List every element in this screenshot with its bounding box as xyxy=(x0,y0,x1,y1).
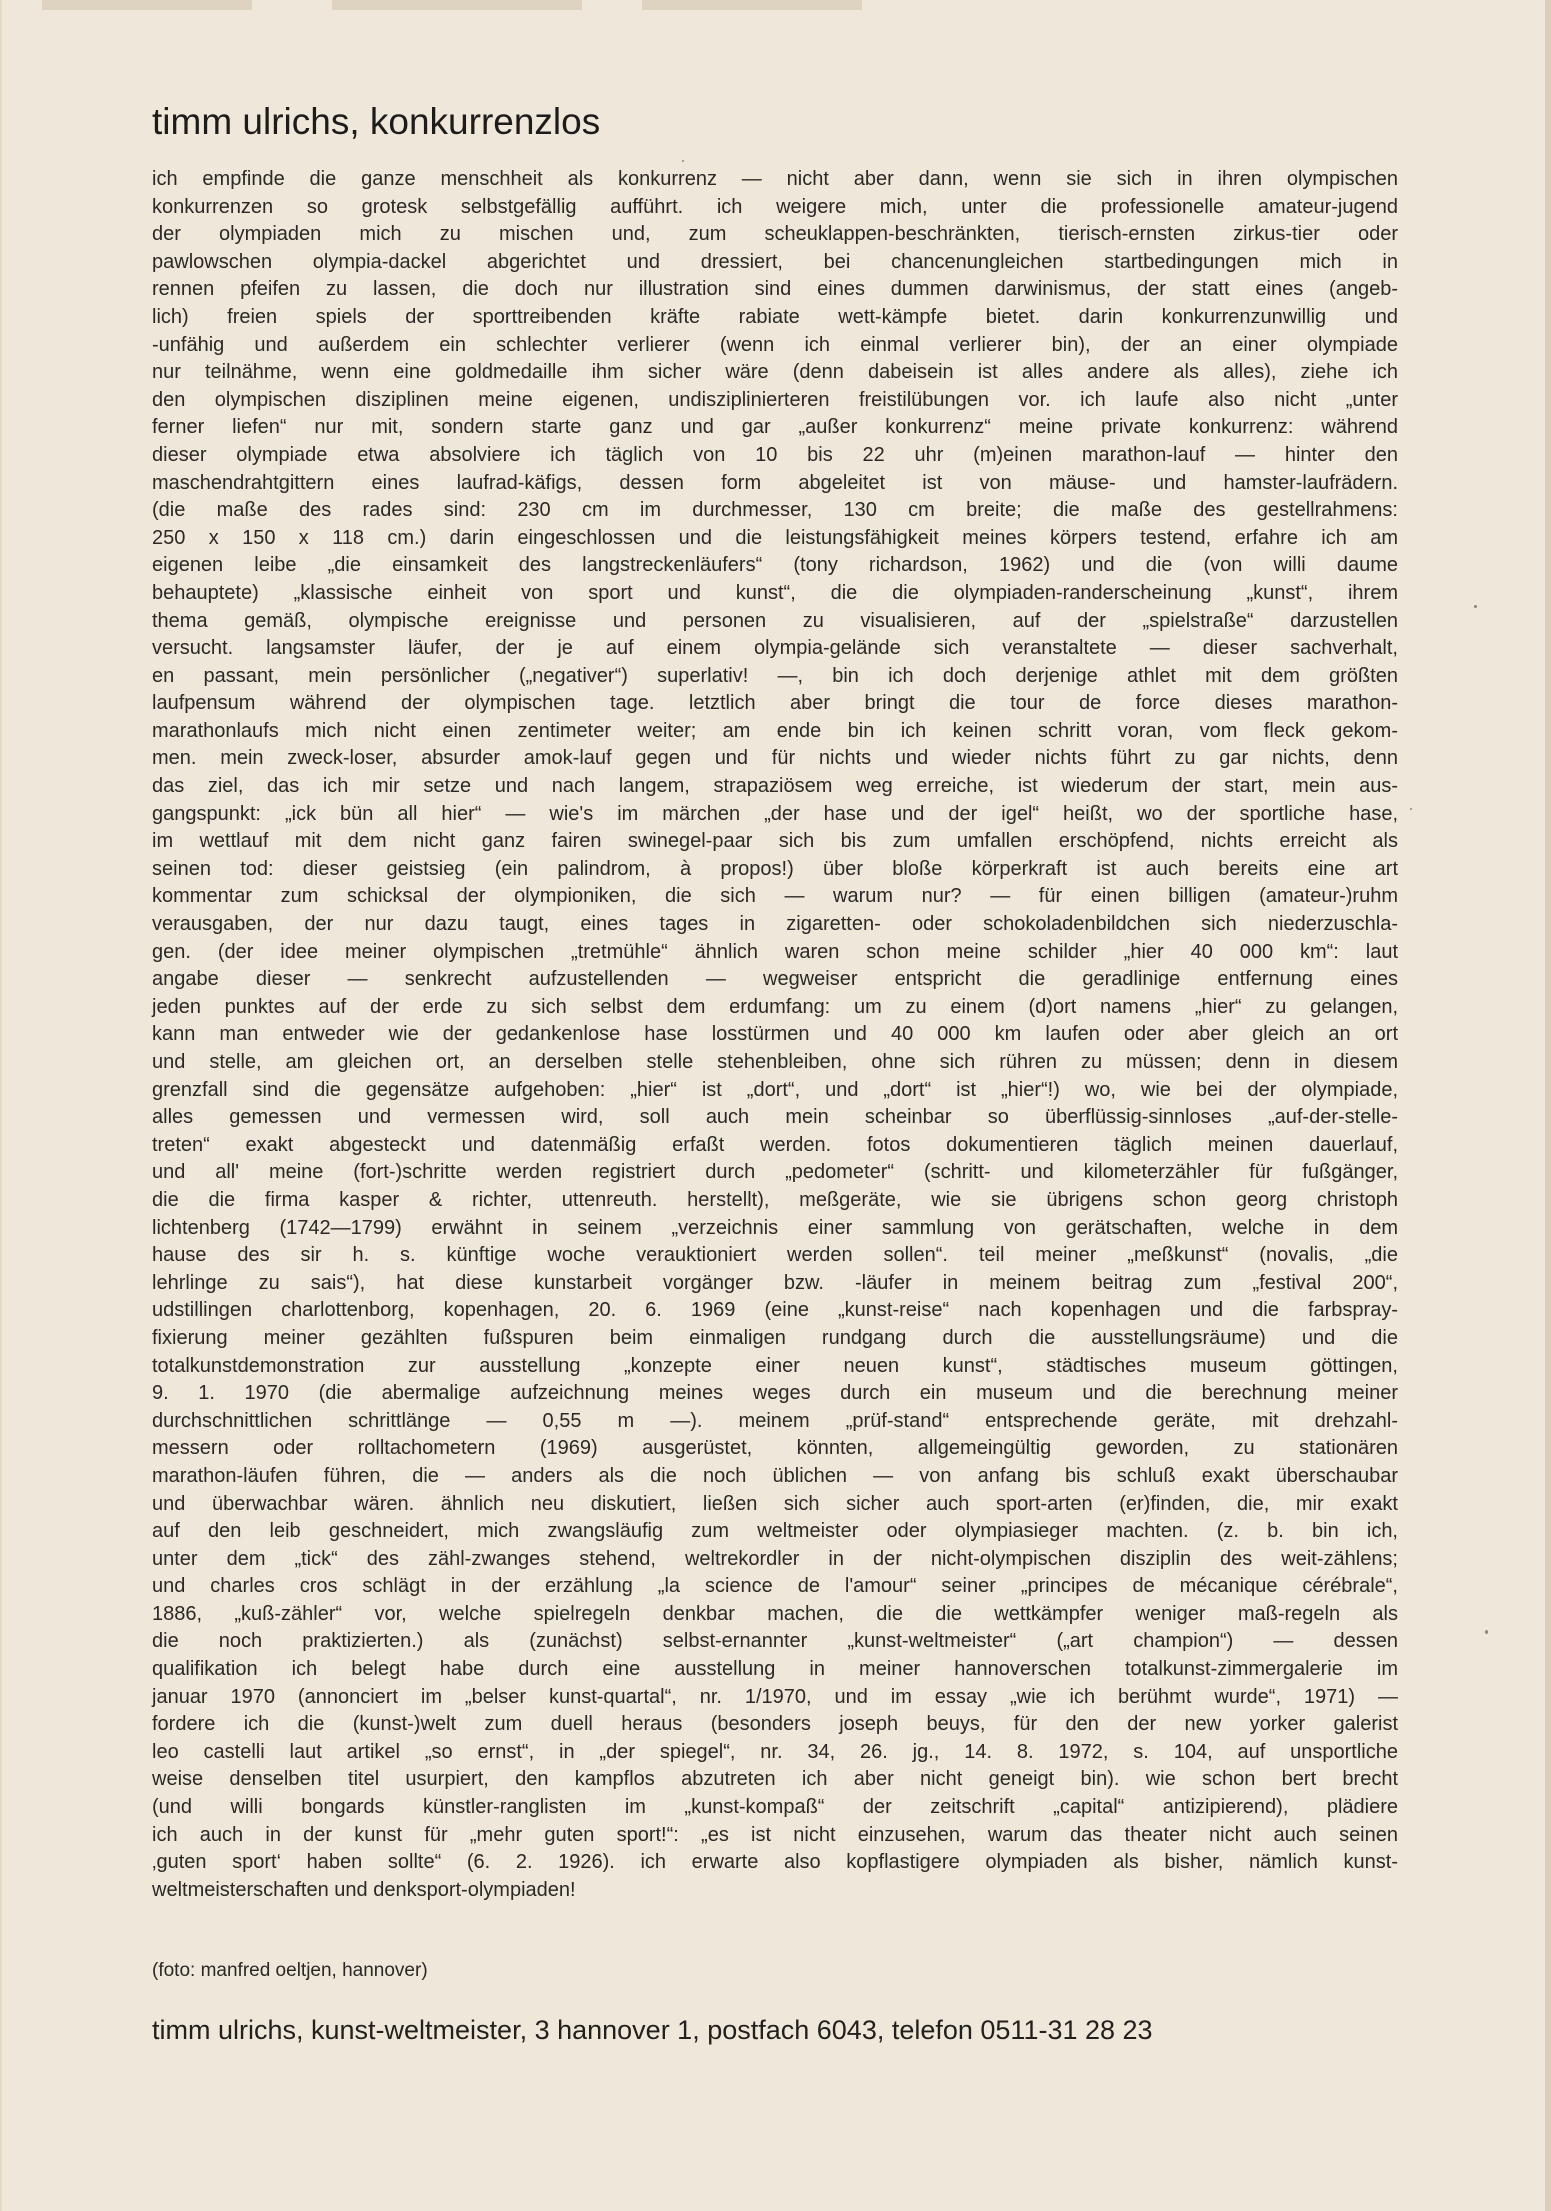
body-line: 1886, „kuß-zähler“ vor, welche spielregeln denkbar machen, die die wettkämpfer weniger maß-regeln als xyxy=(152,1602,1398,1625)
body-line: qualifikation ich belegt habe durch eine ausstellung in meiner hannoverschen totalkunst-zimmergalerie im xyxy=(152,1658,1398,1681)
body-line: en passant, mein persönlicher („negativer“) superlativ! —, bin ich doch derjenige athlet mit dem größten xyxy=(152,664,1398,687)
paper-speck xyxy=(1474,605,1477,608)
body-line: jeden punktes auf der erde zu sich selbst dem erdumfang: um zu einem (d)ort namens „hier“ zu gelangen, xyxy=(152,995,1398,1018)
body-line: grenzfall sind die gegensätze aufgehoben: „hier“ ist „dort“, und „dort“ ist „hier“!) wo, wie bei der olympiade, xyxy=(152,1078,1398,1101)
body-line: kommentar zum schicksal der olympioniken, die sich — warum nur? — für einen billigen (amateur-)ruhm xyxy=(152,885,1398,908)
body-line: durchschnittlichen schrittlänge — 0,55 m —). meinem „prüf-stand“ entsprechende geräte, mit drehzahl- xyxy=(152,1409,1398,1432)
body-line: seinen tod: dieser geistsieg (ein palindrom, à propos!) über bloße körperkraft ist auch bereits eine art xyxy=(152,857,1398,880)
body-line: -unfähig und außerdem ein schlechter verlierer (wenn ich einmal verlierer bin), der an einer olympiade xyxy=(152,333,1398,356)
body-line: januar 1970 (annonciert im „belser kunst-quartal“, nr. 1/1970, und im essay „wie ich berühmt wurde“, 1971) — xyxy=(152,1685,1398,1708)
body-line: konkurrenzen so grotesk selbstgefällig aufführt. ich weigere mich, unter die professionelle amateur-jugend xyxy=(152,195,1398,218)
body-line: marathon-läufen führen, die — anders als die noch üblichen — von anfang bis schluß exakt überschaubar xyxy=(152,1464,1398,1487)
body-line: weltmeisterschaften und denksport-olympiaden! xyxy=(152,1878,576,1901)
paper-speck xyxy=(682,160,684,162)
body-line: versucht. langsamster läufer, der je auf einem olympia-gelände sich veranstaltete — dieser sachverhalt, xyxy=(152,637,1398,660)
footer-address: timm ulrichs, kunst-weltmeister, 3 hannover 1, postfach 6043, telefon 0511-31 28 23 xyxy=(152,2015,1153,2045)
body-line: ich auch in der kunst für „mehr guten sport!“: „es ist nicht einzusehen, warum das theater nicht auch seinen xyxy=(152,1823,1398,1846)
body-line: nur teilnähme, wenn eine goldmedaille ihm sicher wäre (denn dabeisein ist alles andere als alles), ziehe ich xyxy=(152,361,1398,384)
body-line: dieser olympiade etwa absolviere ich täglich von 10 bis 22 uhr (m)einen marathon-lauf — hinter den xyxy=(152,443,1398,466)
body-line: eigenen leibe „die einsamkeit des langstreckenläufers“ (tony richardson, 1962) und die (von willi daume xyxy=(152,554,1398,577)
body-line: hause des sir h. s. künftige woche verauktioniert werden sollen“. teil meiner „meßkunst“ (novalis, „die xyxy=(152,1244,1398,1267)
body-line: treten“ exakt abgesteckt und datenmäßig erfaßt werden. fotos dokumentieren täglich meinen dauerlauf, xyxy=(152,1133,1398,1156)
body-line: leo castelli laut artikel „so ernst“, in „der spiegel“, nr. 34, 26. jg., 14. 8. 1972, s. 104, auf unsportliche xyxy=(152,1740,1398,1763)
body-line: marathonlaufs mich nicht einen zentimeter weiter; am ende bin ich keinen schritt voran, vom fleck gekom- xyxy=(152,719,1398,742)
body-line: im wettlauf mit dem nicht ganz fairen swinegel-paar sich bis zum umfallen erschöpfend, nichts erreicht als xyxy=(152,830,1398,853)
body-line: die noch praktizierten.) als (zunächst) selbst-ernannter „kunst-weltmeister“ („art champion“) — dessen xyxy=(152,1630,1398,1653)
body-line: und stelle, am gleichen ort, an derselben stelle stehenbleiben, ohne sich rühren zu müssen; denn in diesem xyxy=(152,1051,1398,1073)
body-line: lich) freien spiels der sporttreibenden kräfte rabiate wett-kämpfe bietet. darin konkurrenzunwillig und xyxy=(152,305,1398,328)
body-line: (die maße des rades sind: 230 cm im durchmesser, 130 cm breite; die maße des gestellrahmens: xyxy=(152,499,1398,522)
paper-edge-mark xyxy=(642,0,862,10)
body-line: lehrlinge zu sais“), hat diese kunstarbeit vorgänger bzw. -läufer in meinem beitrag zum „festival 200“, xyxy=(152,1271,1398,1294)
body-line: weise denselben titel usurpiert, den kampflos abzutreten ich aber nicht geneigt bin). wie schon bert brecht xyxy=(152,1768,1398,1791)
body-line: auf den leib geschneidert, mich zwangsläufig zum weltmeister oder olympiasieger machten. (z. b. bin ich, xyxy=(152,1520,1398,1543)
body-line: alles gemessen und vermessen wird, soll auch mein scheinbar so überflüssig-sinnloses „auf-der-stelle- xyxy=(152,1106,1398,1129)
body-line: rennen pfeifen zu lassen, die doch nur illustration sind eines dummen darwinismus, der statt eines (angeb- xyxy=(152,278,1398,301)
body-text xyxy=(152,166,1398,1904)
body-line: totalkunstdemonstration zur ausstellung „konzepte einer neuen kunst“, städtisches museum göttingen, xyxy=(152,1354,1398,1377)
body-line: der olympiaden mich zu mischen und, zum scheuklappen-beschränkten, tierisch-ernsten zirkus-tier oder xyxy=(152,223,1398,246)
paper-edge-mark xyxy=(42,0,252,10)
body-line: gangspunkt: „ick bün all hier“ — wie's im märchen „der hase und der igel“ heißt, wo der sportliche hase, xyxy=(152,802,1398,825)
paper-speck xyxy=(1410,808,1412,810)
body-line: und überwachbar wären. ähnlich neu diskutiert, ließen sich sicher auch sport-arten (er)finden, die, mir exakt xyxy=(152,1492,1398,1515)
body-line: ich empfinde die ganze menschheit als konkurrenz — nicht aber dann, wenn sie sich in ihren olympischen xyxy=(152,168,1398,190)
paper-edge-mark xyxy=(332,0,582,10)
photo-credit: (foto: manfred oeltjen, hannover) xyxy=(152,1960,428,1981)
body-line: messern oder rolltachometern (1969) ausgerüstet, könnten, allgemeingültig geworden, zu stationären xyxy=(152,1437,1398,1460)
body-line: ferner liefen“ nur mit, sondern starte ganz und gar „außer konkurrenz“ meine private konkurrenz: während xyxy=(152,416,1398,439)
body-line: 9. 1. 1970 (die abermalige aufzeichnung meines weges durch ein museum und die berechnung meiner xyxy=(152,1382,1398,1405)
body-line: kann man entweder wie der gedankenlose hase losstürmen und 40 000 km laufen oder aber gleich an ort xyxy=(152,1023,1398,1046)
body-line: ‚guten sport‘ haben sollte“ (6. 2. 1926). ich erwarte also kopflastigere olympiaden als bisher, nämlich kunst- xyxy=(152,1851,1398,1874)
body-line: den olympischen disziplinen meine eigenen, undisziplinierteren freistilübungen vor. ich laufe also nicht „unter xyxy=(152,388,1398,411)
body-line: men. mein zweck-loser, absurder amok-lauf gegen und für nichts und wieder nichts führt zu gar nichts, denn xyxy=(152,747,1398,770)
body-line: behauptete) „klassische einheit von sport und kunst“, die die olympiaden-randerscheinung „kunst“, ihrem xyxy=(152,581,1398,604)
body-line: udstillingen charlottenborg, kopenhagen, 20. 6. 1969 (eine „kunst-reise“ nach kopenhagen und die farbspray- xyxy=(152,1299,1398,1322)
body-line: und all' meine (fort-)schritte werden registriert durch „pedometer“ (schritt- und kilometerzähler für fußgänger, xyxy=(152,1161,1398,1184)
body-line: das ziel, das ich mir setze und nach langem, strapaziösem weg erreiche, ist wiederum der start, mein aus- xyxy=(152,775,1398,798)
body-line: und charles cros schlägt in der erzählung „la science de l'amour“ seiner „principes de mécanique cérébrale“, xyxy=(152,1575,1398,1598)
body-line: thema gemäß, olympische ereignisse und personen zu visualisieren, auf der „spielstraße“ darzustellen xyxy=(152,609,1398,632)
paper-speck xyxy=(1485,1630,1488,1634)
body-line: laufpensum während der olympischen tage. letztlich aber bringt die tour de force dieses marathon- xyxy=(152,692,1398,715)
body-line: fordere ich die (kunst-)welt zum duell heraus (besonders joseph beuys, für den der new yorker galerist xyxy=(152,1713,1398,1736)
body-line: die die firma kasper & richter, uttenreuth. herstellt), meßgeräte, wie sie übrigens schon georg christoph xyxy=(152,1188,1398,1211)
body-line: unter dem „tick“ des zähl-zwanges stehend, weltrekordler in der nicht-olympischen disziplin des weit-zählens; xyxy=(152,1547,1398,1570)
body-line: angabe dieser — senkrecht aufzustellenden — wegweiser entspricht die geradlinige entfernung eines xyxy=(152,968,1398,991)
body-line: verausgaben, der nur dazu taugt, eines tages in zigaretten- oder schokoladenbildchen sich niederzuschla- xyxy=(152,913,1398,936)
body-line: pawlowschen olympia-dackel abgerichtet und dressiert, bei chancenungleichen startbedingungen mich in xyxy=(152,250,1398,273)
body-line: (und willi bongards künstler-ranglisten im „kunst-kompaß“ der zeitschrift „capital“ antizipierend), plädiere xyxy=(152,1796,1398,1819)
body-line: maschendrahtgittern eines laufrad-käfigs, dessen form abgeleitet ist von mäuse- und hamster-laufrädern. xyxy=(152,471,1398,494)
body-line: 250 x 150 x 118 cm.) darin eingeschlossen und die leistungsfähigkeit meines körpers testend, erfahre ich am xyxy=(152,526,1398,549)
page-title: timm ulrichs, konkurrenzlos xyxy=(152,101,601,142)
body-line: fixierung meiner gezählten fußspuren beim einmaligen rundgang durch die ausstellungsräume) und die xyxy=(152,1326,1398,1349)
body-line: gen. (der idee meiner olympischen „tretmühle“ ähnlich waren schon meine schilder „hier 40 000 km“: laut xyxy=(152,940,1398,963)
body-line: lichtenberg (1742—1799) erwähnt in seinem „verzeichnis einer sammlung von gerätschaften, welche in dem xyxy=(152,1216,1398,1239)
